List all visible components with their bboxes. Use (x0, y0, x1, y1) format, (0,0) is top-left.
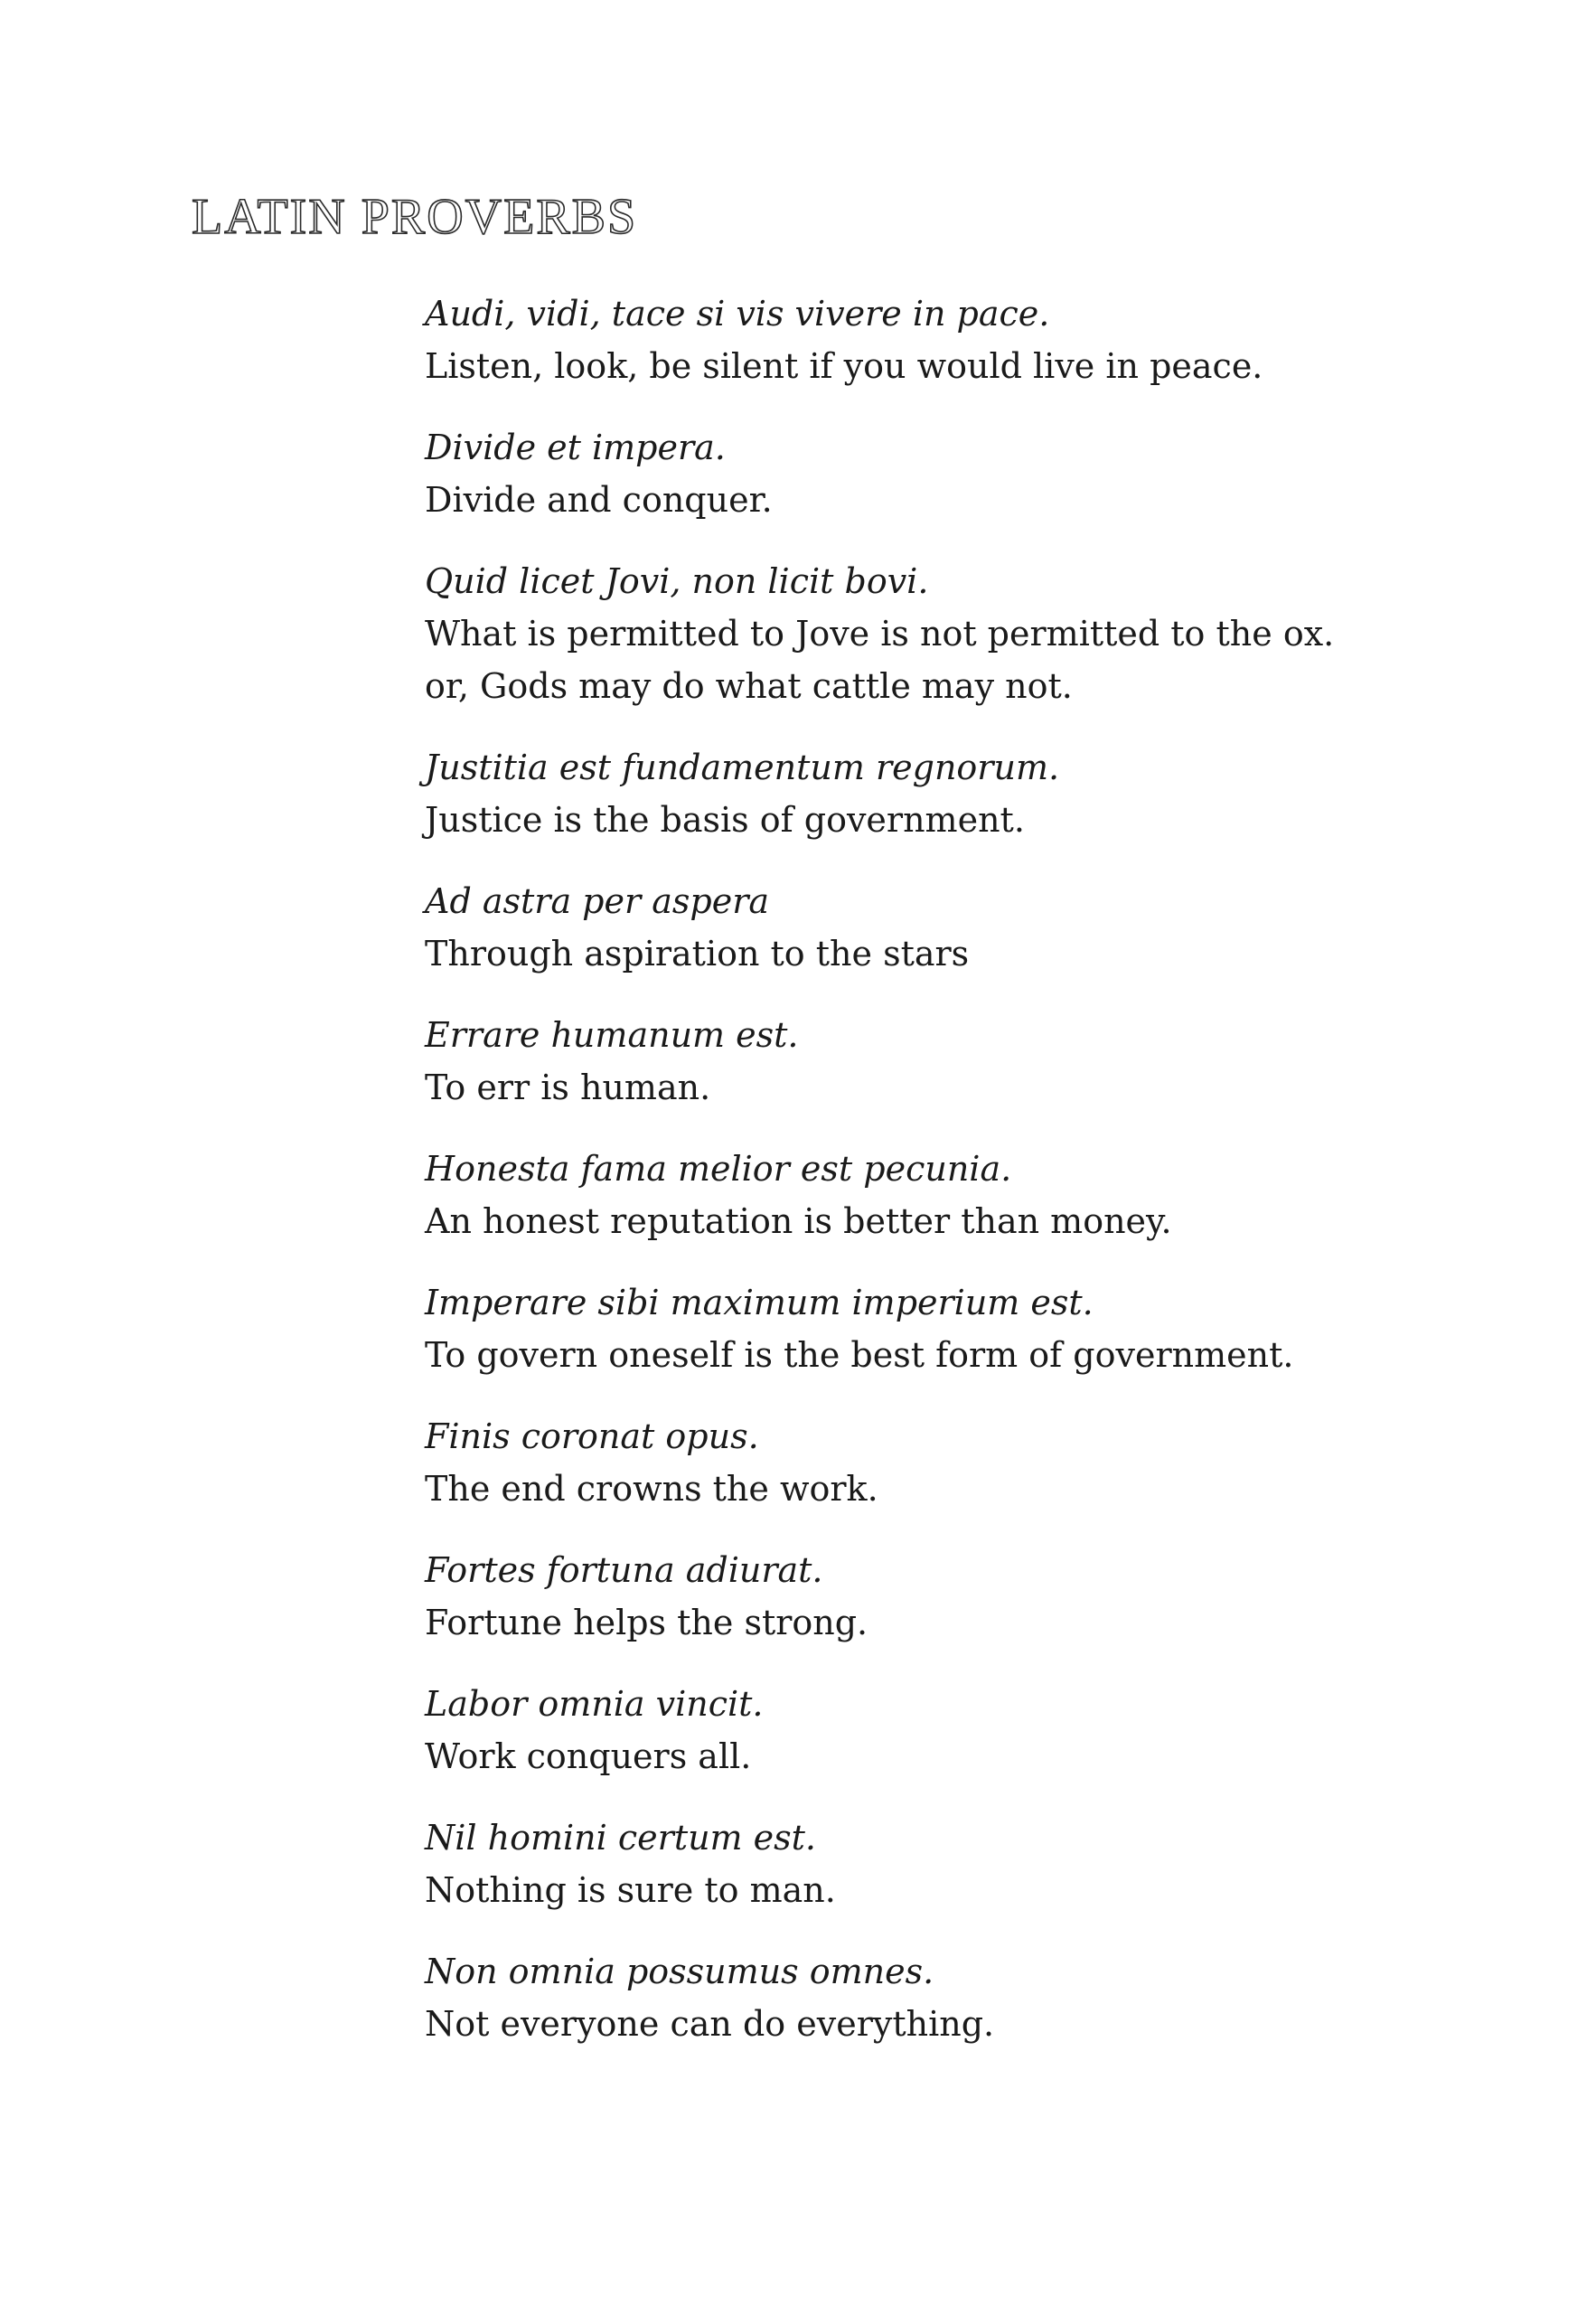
english-translation: Through aspiration to the stars (425, 934, 970, 974)
english-translation: Justice is the basis of government. (425, 800, 1025, 840)
latin-text: Quid licet Jovi, non licit bovi. (425, 561, 929, 601)
proverb-item (425, 1143, 1464, 1276)
proverb-item (425, 1276, 1464, 1410)
english-translation: An honest reputation is better than money. (425, 1201, 1172, 1241)
latin-text: Labor omnia vincit. (425, 1684, 764, 1724)
proverb-item (425, 1678, 1464, 1811)
proverb-item (425, 421, 1464, 555)
proverb-item (425, 1544, 1464, 1678)
proverb-item (425, 875, 1464, 1009)
latin-text: Errare humanum est. (425, 1015, 799, 1055)
page-title: LATIN PROVERBS (192, 189, 638, 245)
proverb-item (425, 1811, 1464, 1945)
latin-text: Fortes fortuna adiurat. (425, 1550, 823, 1590)
latin-text: Finis coronat opus. (425, 1416, 759, 1456)
proverb-list (425, 287, 1464, 2079)
english-translation-alt: or, Gods may do what cattle may not. (425, 666, 1073, 706)
latin-text: Ad astra per aspera (425, 881, 770, 921)
latin-text: Audi, vidi, tace si vis vivere in pace. (425, 294, 1050, 334)
latin-text: Non omnia possumus omnes. (425, 1952, 934, 1991)
english-translation: To err is human. (425, 1068, 711, 1107)
english-translation: Work conquers all. (425, 1736, 752, 1776)
proverb-item (425, 1009, 1464, 1143)
latin-text: Imperare sibi maximum imperium est. (425, 1283, 1094, 1322)
proverb-item (425, 1945, 1464, 2079)
english-translation: What is permitted to Jove is not permitted to the ox. (425, 614, 1335, 654)
proverb-item (425, 287, 1464, 421)
proverb-item (425, 555, 1464, 741)
latin-text: Nil homini certum est. (425, 1818, 817, 1858)
english-translation: To govern oneself is the best form of government. (425, 1335, 1294, 1375)
english-translation: The end crowns the work. (425, 1469, 878, 1509)
english-translation: Listen, look, be silent if you would live in peace. (425, 346, 1263, 386)
proverb-item (425, 741, 1464, 875)
english-translation: Not everyone can do everything. (425, 2004, 995, 2044)
english-translation: Divide and conquer. (425, 480, 773, 520)
latin-text: Justitia est fundamentum regnorum. (425, 748, 1060, 787)
english-translation: Fortune helps the strong. (425, 1603, 868, 1642)
latin-text: Divide et impera. (425, 428, 726, 467)
english-translation: Nothing is sure to man. (425, 1870, 836, 1910)
latin-text: Honesta fama melior est pecunia. (425, 1149, 1012, 1189)
proverb-item (425, 1410, 1464, 1544)
